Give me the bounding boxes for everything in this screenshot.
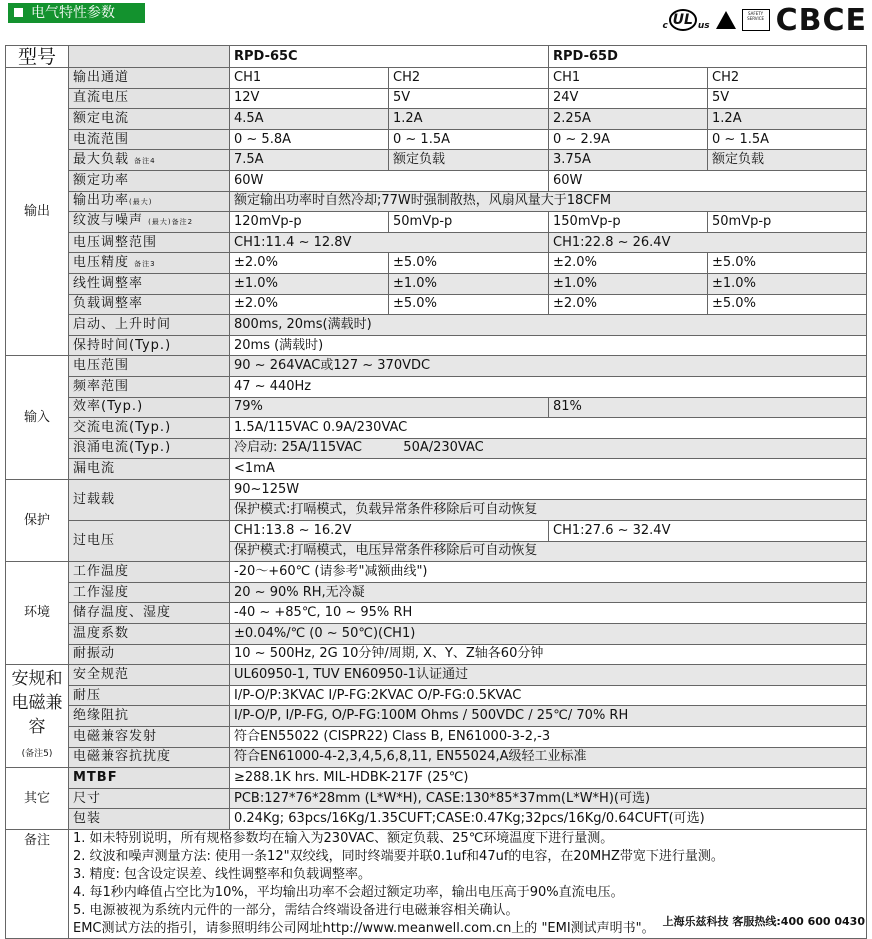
- cat-protect: 保护: [6, 479, 69, 561]
- table-cell: 20ms (满载时): [230, 335, 867, 356]
- table-cell: ±2.0%: [549, 253, 708, 274]
- table-row: [6, 273, 867, 294]
- square-icon: [14, 8, 23, 17]
- table-cell: 负载调整率: [69, 294, 230, 315]
- table-row: [6, 788, 867, 809]
- table-cell: CH1:22.8 ~ 26.4V: [549, 232, 867, 253]
- table-row: [6, 232, 867, 253]
- table-cell: 0.24Kg; 63pcs/16Kg/1.35CUFT;CASE:0.47Kg;32pcs/16Kg/0.64CUFT(可选): [230, 809, 867, 830]
- table-row: [6, 624, 867, 645]
- table-cell: 1.2A: [708, 109, 867, 130]
- table-cell: 0 ~ 1.5A: [389, 129, 549, 150]
- table-row: [6, 479, 867, 500]
- table-cell: 90 ~ 264VAC或127 ~ 370VDC: [230, 356, 867, 377]
- cat-safety: 安规和电磁兼容 (备注5): [6, 665, 69, 768]
- table-row: [6, 521, 867, 542]
- table-cell: I/P-O/P:3KVAC I/P-FG:2KVAC O/P-FG:0.5KVAC: [230, 685, 867, 706]
- table-cell: 符合EN55022 (CISPR22) Class B, EN61000-3-2,-3: [230, 727, 867, 748]
- table-row: [6, 747, 867, 768]
- table-row: [6, 191, 867, 212]
- table-cell: PCB:127*76*28mm (L*W*H), CASE:130*85*37mm(L*W*H)(可选): [230, 788, 867, 809]
- table-cell: 5V: [708, 88, 867, 109]
- table-cell: 耐振动: [69, 644, 230, 665]
- table-cell: 输出通道: [69, 68, 230, 89]
- table-cell: 2.25A: [549, 109, 708, 130]
- cat-output: 输出: [6, 68, 69, 356]
- table-cell: 效率(Typ.): [69, 397, 230, 418]
- table-cell: 直流电压: [69, 88, 230, 109]
- table-cell: 温度系数: [69, 624, 230, 645]
- table-cell: 额定输出功率时自然冷却;77W时强制散热，风扇风量大于18CFM: [230, 191, 867, 212]
- table-cell: <1mA: [230, 459, 867, 480]
- table-row: [6, 356, 867, 377]
- table-row: [6, 170, 867, 191]
- table-cell: 电流范围: [69, 129, 230, 150]
- table-cell: 漏电流: [69, 459, 230, 480]
- table-cell: 60W: [230, 170, 549, 191]
- table-cell: ±5.0%: [389, 253, 549, 274]
- model-b: RPD-65D: [549, 46, 867, 68]
- table-cell: 耐压: [69, 685, 230, 706]
- table-cell: ±0.04%/℃ (0 ~ 50℃)(CH1): [230, 624, 867, 645]
- table-row: [6, 727, 867, 748]
- table-row: [6, 109, 867, 130]
- notes: 1. 如未特别说明，所有规格参数均在输入为230VAC、额定负载、25℃环境温度下进行量测。 2. 纹波和噪声测量方法: 使用一条12"双绞线，同时终端要并联0.1uf和47uf的电容，在20MHZ带宽下进行量测。 3. 精度: 包含设定误差、线性调整率和负载调整率。 4. 每1秒内峰值占空比为10%，平均输出功率不会超过额定功率，输出电压高于90%直流电压。 5. 电源被视为系统内元件的一部分，需结合终端设备进行电磁兼容相关确认。 EMC测试方法的指引，请参照明纬公司网址http://www.meanwell.com.cn上的 "EMI测试声明书"。: [69, 829, 867, 938]
- table-cell: 10 ~ 500Hz, 2G 10分钟/周期, X、Y、Z轴各60分钟: [230, 644, 867, 665]
- table-cell: 5V: [389, 88, 549, 109]
- table-cell: 工作湿度: [69, 582, 230, 603]
- table-cell: 电压范围: [69, 356, 230, 377]
- table-cell: 0 ~ 2.9A: [549, 129, 708, 150]
- table-row: [6, 418, 867, 439]
- table-row: [6, 397, 867, 418]
- cat-env: 环境: [6, 562, 69, 665]
- table-row: [6, 212, 867, 233]
- table-cell: ±1.0%: [708, 273, 867, 294]
- table-cell: 0 ~ 5.8A: [230, 129, 389, 150]
- table-cell: ±2.0%: [549, 294, 708, 315]
- cat-input: 输入: [6, 356, 69, 480]
- model-a: RPD-65C: [230, 46, 549, 68]
- table-cell: CH1:13.8 ~ 16.2V: [230, 521, 549, 542]
- table-cell: 尺寸: [69, 788, 230, 809]
- table-cell: 冷启动: 25A/115VAC 50A/230VAC: [230, 438, 867, 459]
- table-cell: ±5.0%: [708, 253, 867, 274]
- table-row: [6, 685, 867, 706]
- cb-ce-mark: CBCE: [775, 2, 867, 38]
- cat-other: 其它: [6, 768, 69, 830]
- table-cell: 电压精度 备注3: [69, 253, 230, 274]
- table-cell: ±5.0%: [389, 294, 549, 315]
- table-cell: 额定电流: [69, 109, 230, 130]
- table-cell: ±1.0%: [230, 273, 389, 294]
- table-cell: 800ms, 20ms(满载时): [230, 315, 867, 336]
- table-cell: 保护模式:打嗝模式，电压异常条件移除后可自动恢复: [230, 541, 867, 562]
- hotline: 上海乐兹科技 客服热线:400 600 0430: [662, 915, 865, 928]
- table-row: [6, 644, 867, 665]
- table-cell: 包装: [69, 809, 230, 830]
- table-row: [6, 459, 867, 480]
- table-cell: 0 ~ 1.5A: [708, 129, 867, 150]
- model-row: [6, 46, 867, 68]
- table-cell: 47 ~ 440Hz: [230, 376, 867, 397]
- table-cell: MTBF: [69, 768, 230, 789]
- table-cell: 7.5A: [230, 150, 389, 171]
- table-cell: 线性调整率: [69, 273, 230, 294]
- table-cell: 最大负载 备注4: [69, 150, 230, 171]
- table-row: [6, 562, 867, 583]
- table-cell: 输出功率(最大): [69, 191, 230, 212]
- table-cell: 符合EN61000-4-2,3,4,5,6,8,11, EN55024,A级轻工业标准: [230, 747, 867, 768]
- table-cell: 150mVp-p: [549, 212, 708, 233]
- table-row: [6, 768, 867, 789]
- table-row: [6, 253, 867, 274]
- table-cell: I/P-O/P, I/P-FG, O/P-FG:100M Ohms / 500VDC / 25℃/ 70% RH: [230, 706, 867, 727]
- table-cell: 电磁兼容抗扰度: [69, 747, 230, 768]
- table-cell: CH1:11.4 ~ 12.8V: [230, 232, 549, 253]
- table-row: [6, 88, 867, 109]
- table-cell: 60W: [549, 170, 867, 191]
- spec-table: [5, 45, 867, 939]
- table-cell: 交流电流(Typ.): [69, 418, 230, 439]
- table-row: [6, 335, 867, 356]
- table-row: [6, 376, 867, 397]
- table-cell: 24V: [549, 88, 708, 109]
- table-cell: -40 ~ +85℃, 10 ~ 95% RH: [230, 603, 867, 624]
- table-cell: [69, 46, 230, 68]
- table-cell: CH1:27.6 ~ 32.4V: [549, 521, 867, 542]
- table-cell: 90~125W: [230, 479, 867, 500]
- table-cell: 50mVp-p: [708, 212, 867, 233]
- table-row: [6, 809, 867, 830]
- table-cell: ±1.0%: [389, 273, 549, 294]
- table-cell: 20 ~ 90% RH,无冷凝: [230, 582, 867, 603]
- table-row: [6, 603, 867, 624]
- table-cell: 过载载: [69, 479, 230, 520]
- table-cell: ±5.0%: [708, 294, 867, 315]
- table-cell: 1.2A: [389, 109, 549, 130]
- table-row: [6, 665, 867, 686]
- ul-mark: c UL us: [662, 9, 709, 31]
- table-cell: 频率范围: [69, 376, 230, 397]
- table-cell: 保护模式:打嗝模式，负载异常条件移除后可自动恢复: [230, 500, 867, 521]
- table-cell: 安全规范: [69, 665, 230, 686]
- table-row: [6, 315, 867, 336]
- table-cell: 12V: [230, 88, 389, 109]
- table-row: [6, 706, 867, 727]
- cat-notes: 备注: [6, 829, 69, 938]
- table-cell: 81%: [549, 397, 867, 418]
- table-cell: UL60950-1, TUV EN60950-1认证通过: [230, 665, 867, 686]
- table-cell: 储存温度、湿度: [69, 603, 230, 624]
- table-cell: 浪涌电流(Typ.): [69, 438, 230, 459]
- table-cell: 纹波与噪声 (最大)备注2: [69, 212, 230, 233]
- table-row: [6, 438, 867, 459]
- table-row: [6, 129, 867, 150]
- table-cell: CH1: [549, 68, 708, 89]
- safety-mark: SAFETY SERVICE: [742, 9, 770, 31]
- table-cell: 工作温度: [69, 562, 230, 583]
- table-cell: 额定负载: [708, 150, 867, 171]
- table-row: [6, 294, 867, 315]
- table-cell: 120mVp-p: [230, 212, 389, 233]
- table-cell: 50mVp-p: [389, 212, 549, 233]
- table-cell: CH1: [230, 68, 389, 89]
- table-cell: 保持时间(Typ.): [69, 335, 230, 356]
- table-cell: 额定功率: [69, 170, 230, 191]
- table-cell: 1.5A/115VAC 0.9A/230VAC: [230, 418, 867, 439]
- table-row: [6, 150, 867, 171]
- table-cell: CH2: [708, 68, 867, 89]
- table-cell: 3.75A: [549, 150, 708, 171]
- table-cell: 4.5A: [230, 109, 389, 130]
- table-row: [6, 68, 867, 89]
- table-cell: 额定负载: [389, 150, 549, 171]
- table-cell: ±2.0%: [230, 294, 389, 315]
- table-cell: 电压调整范围: [69, 232, 230, 253]
- certification-marks: [662, 3, 867, 37]
- table-cell: 过电压: [69, 521, 230, 562]
- triangle-icon: [716, 11, 736, 29]
- table-cell: 79%: [230, 397, 549, 418]
- table-cell: 绝缘阻抗: [69, 706, 230, 727]
- table-cell: 电磁兼容发射: [69, 727, 230, 748]
- model-label: 型号: [6, 46, 69, 68]
- table-row: [6, 582, 867, 603]
- table-cell: -20～+60℃ (请参考"减额曲线"): [230, 562, 867, 583]
- table-cell: 启动、上升时间: [69, 315, 230, 336]
- table-cell: ±1.0%: [549, 273, 708, 294]
- section-title: 电气特性参数: [8, 3, 145, 23]
- table-cell: CH2: [389, 68, 549, 89]
- table-cell: ≥288.1K hrs. MIL-HDBK-217F (25℃): [230, 768, 867, 789]
- table-cell: ±2.0%: [230, 253, 389, 274]
